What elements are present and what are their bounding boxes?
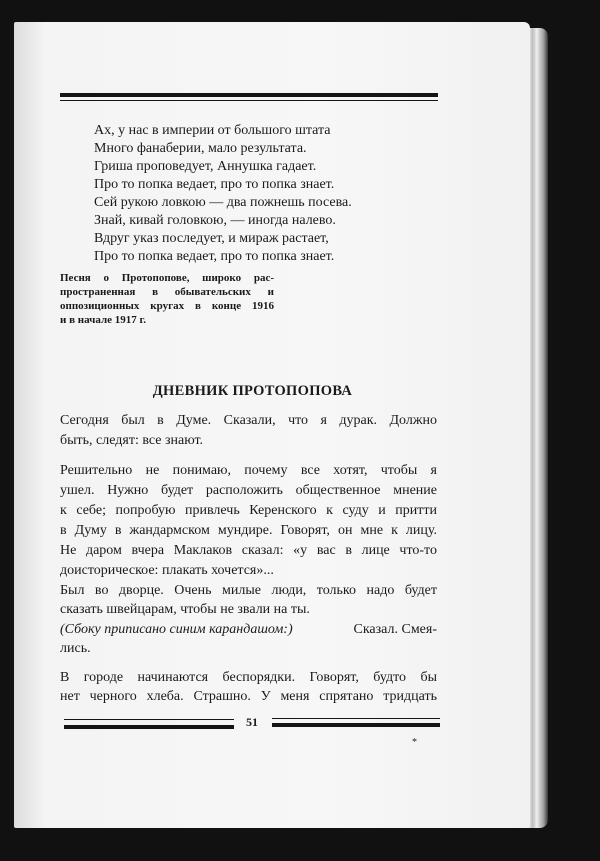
poem-line: Вдруг указ последует, и мираж растает, xyxy=(94,231,329,246)
bottom-rule-right-thick xyxy=(272,723,440,727)
poem-line: Сей рукою ловкою — два пожнешь посева. xyxy=(94,195,352,210)
paragraph-line: Был во дворце. Очень милые люди, только надо будет xyxy=(60,583,437,598)
poem-line: Про то попка ведает, про то попка знает. xyxy=(94,177,335,192)
paragraph-line: Сегодня был в Думе. Сказали, что я дурак. Должно xyxy=(60,413,437,428)
bottom-rule-left-thick xyxy=(64,725,234,729)
paragraph-line: Решительно не понимаю, почему все хотят, чтобы я xyxy=(60,463,437,478)
aside-italic: (Сбоку приписано синим карандашом:) xyxy=(60,622,293,637)
aside-text: Сказал. Смея- xyxy=(353,622,437,637)
bottom-rule-right-thin xyxy=(272,718,440,719)
paragraph-line: Не даром вчера Маклаков сказал: «у вас в лице что-то xyxy=(60,543,437,558)
poem-line: Ах, у нас в империи от большого штата xyxy=(94,123,331,138)
footnote-mark: * xyxy=(412,737,417,748)
poem-line: Знай, кивай головкою, — иногда налево. xyxy=(94,213,336,228)
note-line: пространенная в обывательских и xyxy=(60,286,274,298)
bottom-rule-left-thin xyxy=(64,719,234,720)
top-rule-thick xyxy=(60,93,438,97)
poem-line: Гриша проповедует, Аннушка гадает. xyxy=(94,159,317,174)
paragraph-line: доисторическое: плакать хочется»... xyxy=(60,563,274,578)
poem-line: Много фанаберии, мало результата. xyxy=(94,141,307,156)
paragraph-line: в Думу в жандармском мундире. Говорят, он мне к лицу. xyxy=(60,523,437,538)
paragraph-line: нет черного хлеба. Страшно. У меня спрятано тридцать xyxy=(60,689,437,704)
note-line: и в начале 1917 г. xyxy=(60,314,147,326)
top-rule-thin xyxy=(60,100,438,101)
paragraph-line: лись. xyxy=(60,641,91,656)
note-line: Песня о Протопопове, широко рас- xyxy=(60,272,274,284)
aside-line xyxy=(60,622,437,637)
section-heading: ДНЕВНИК ПРОТОПОПОВА xyxy=(152,383,353,399)
paragraph-line: к себе; попробую привлечь Керенского к суду и притти xyxy=(60,503,437,518)
poem-line: Про то попка ведает, про то попка знает. xyxy=(94,249,335,264)
paragraph-line: сказать швейцарам, чтобы не звали на ты. xyxy=(60,602,310,617)
paragraph-line: ушел. Нужно будет расположить общественное мнение xyxy=(60,483,437,498)
paragraph-line: В городе начинаются беспорядки. Говорят, будто бы xyxy=(60,670,437,685)
note-line: оппозиционных кругах в конце 1916 xyxy=(60,300,274,312)
page-number: 51 xyxy=(246,715,258,729)
paragraph-line: быть, следят: все знают. xyxy=(60,433,204,448)
